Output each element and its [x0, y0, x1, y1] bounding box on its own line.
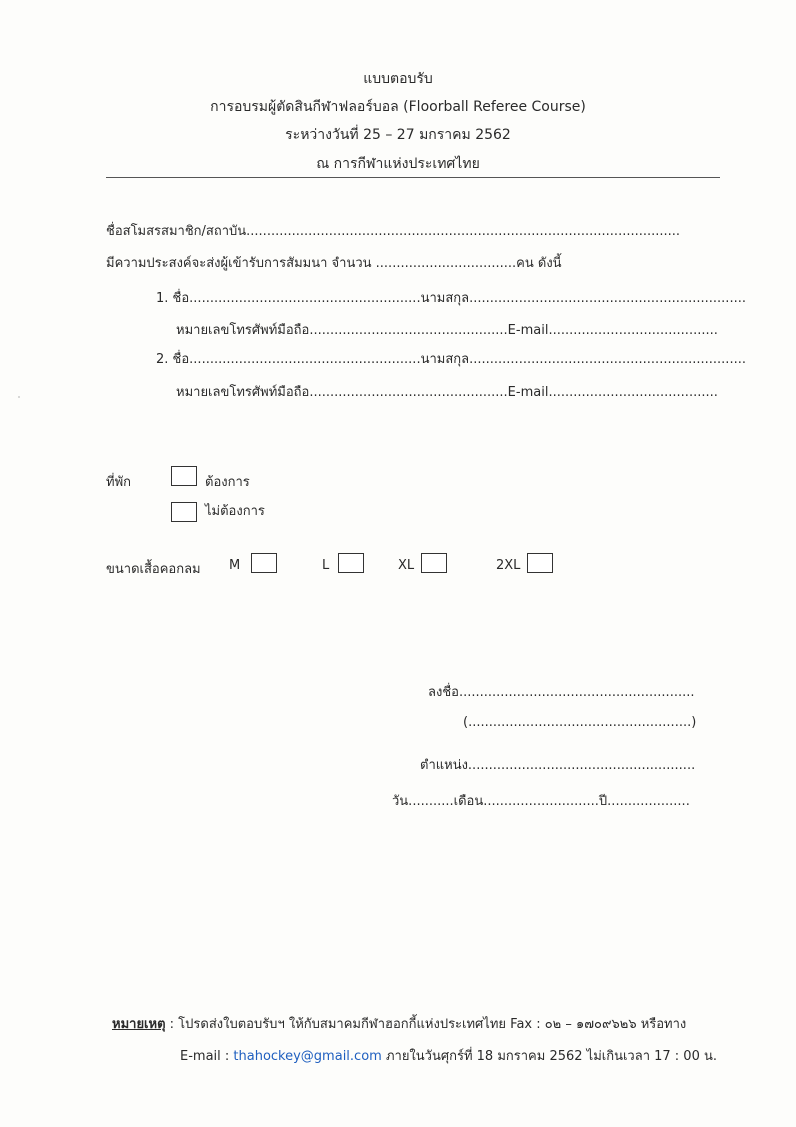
note-label: หมายเหตุ	[112, 1017, 166, 1032]
shirt-size-label: ขนาดเสื้อคอกลม	[106, 562, 201, 577]
participant-2-contact-field[interactable]: หมายเลขโทรศัพท์มือถือ................................................E-mail.........................................	[176, 385, 718, 400]
accommodation-yes-label: ต้องการ	[205, 475, 250, 490]
course-dates: ระหว่างวันที่ 25 – 27 มกราคม 2562	[285, 127, 511, 143]
accommodation-no-label: ไม่ต้องการ	[205, 504, 265, 519]
accommodation-label: ที่พัก	[106, 475, 132, 490]
size-xl-label: XL	[398, 558, 415, 573]
course-venue: ณ การกีฬาแห่งประเทศไทย	[316, 156, 480, 172]
size-l-checkbox[interactable]	[338, 553, 364, 573]
size-2xl-label: 2XL	[496, 558, 521, 573]
signature-field[interactable]: ลงชื่อ.........................................................	[428, 685, 695, 700]
course-title: การอบรมผู้ตัดสินกีฬาฟลอร์บอล (Floorball Referee Course)	[210, 99, 586, 115]
signature-name-field[interactable]: (......................................................)	[463, 715, 697, 730]
participant-1-contact-field[interactable]: หมายเลขโทรศัพท์มือถือ................................................E-mail.........................................	[176, 323, 718, 338]
size-l-label: L	[322, 558, 330, 573]
participant-2-name-field[interactable]: 2. ชื่อ........................................................นามสกุล...................................................................	[156, 352, 746, 367]
size-xl-checkbox[interactable]	[421, 553, 447, 573]
size-m-checkbox[interactable]	[251, 553, 277, 573]
note-email-prefix: E-mail :	[180, 1049, 234, 1064]
size-2xl-checkbox[interactable]	[527, 553, 553, 573]
organization-field[interactable]: ชื่อสโมสรสมาชิก/สถาบัน.........................................................................................................	[106, 224, 681, 239]
form-title: แบบตอบรับ	[363, 71, 433, 87]
position-field[interactable]: ตำแหน่ง.......................................................	[420, 758, 696, 773]
accommodation-no-checkbox[interactable]	[171, 502, 197, 522]
contact-email-link[interactable]: thahockey@gmail.com	[233, 1049, 382, 1064]
accommodation-yes-checkbox[interactable]	[171, 466, 197, 486]
participant-1-name-field[interactable]: 1. ชื่อ........................................................นามสกุล...................................................................	[156, 291, 746, 306]
note-line-1	[112, 1013, 686, 1034]
scan-speck	[18, 396, 20, 398]
note-text-1: : โปรดส่งใบตอบรับฯ ให้กับสมาคมกีฬาฮอกกี้แห่งประเทศไทย Fax : ๐๒ – ๑๗๐๙๖๒๖ หรือทาง	[165, 1017, 687, 1032]
header-divider	[106, 177, 720, 178]
note-text-2: ภายในวันศุกร์ที่ 18 มกราคม 2562 ไม่เกินเวลา 17 : 00 น.	[381, 1049, 718, 1064]
note-line-2	[180, 1045, 717, 1066]
size-m-label: M	[229, 558, 241, 573]
participant-count-field[interactable]: มีความประสงค์จะส่งผู้เข้ารับการสัมมนา จำนวน ..................................คน ดังนี้	[106, 256, 562, 271]
date-field[interactable]: วัน...........เดือน............................ปี....................	[392, 794, 690, 809]
